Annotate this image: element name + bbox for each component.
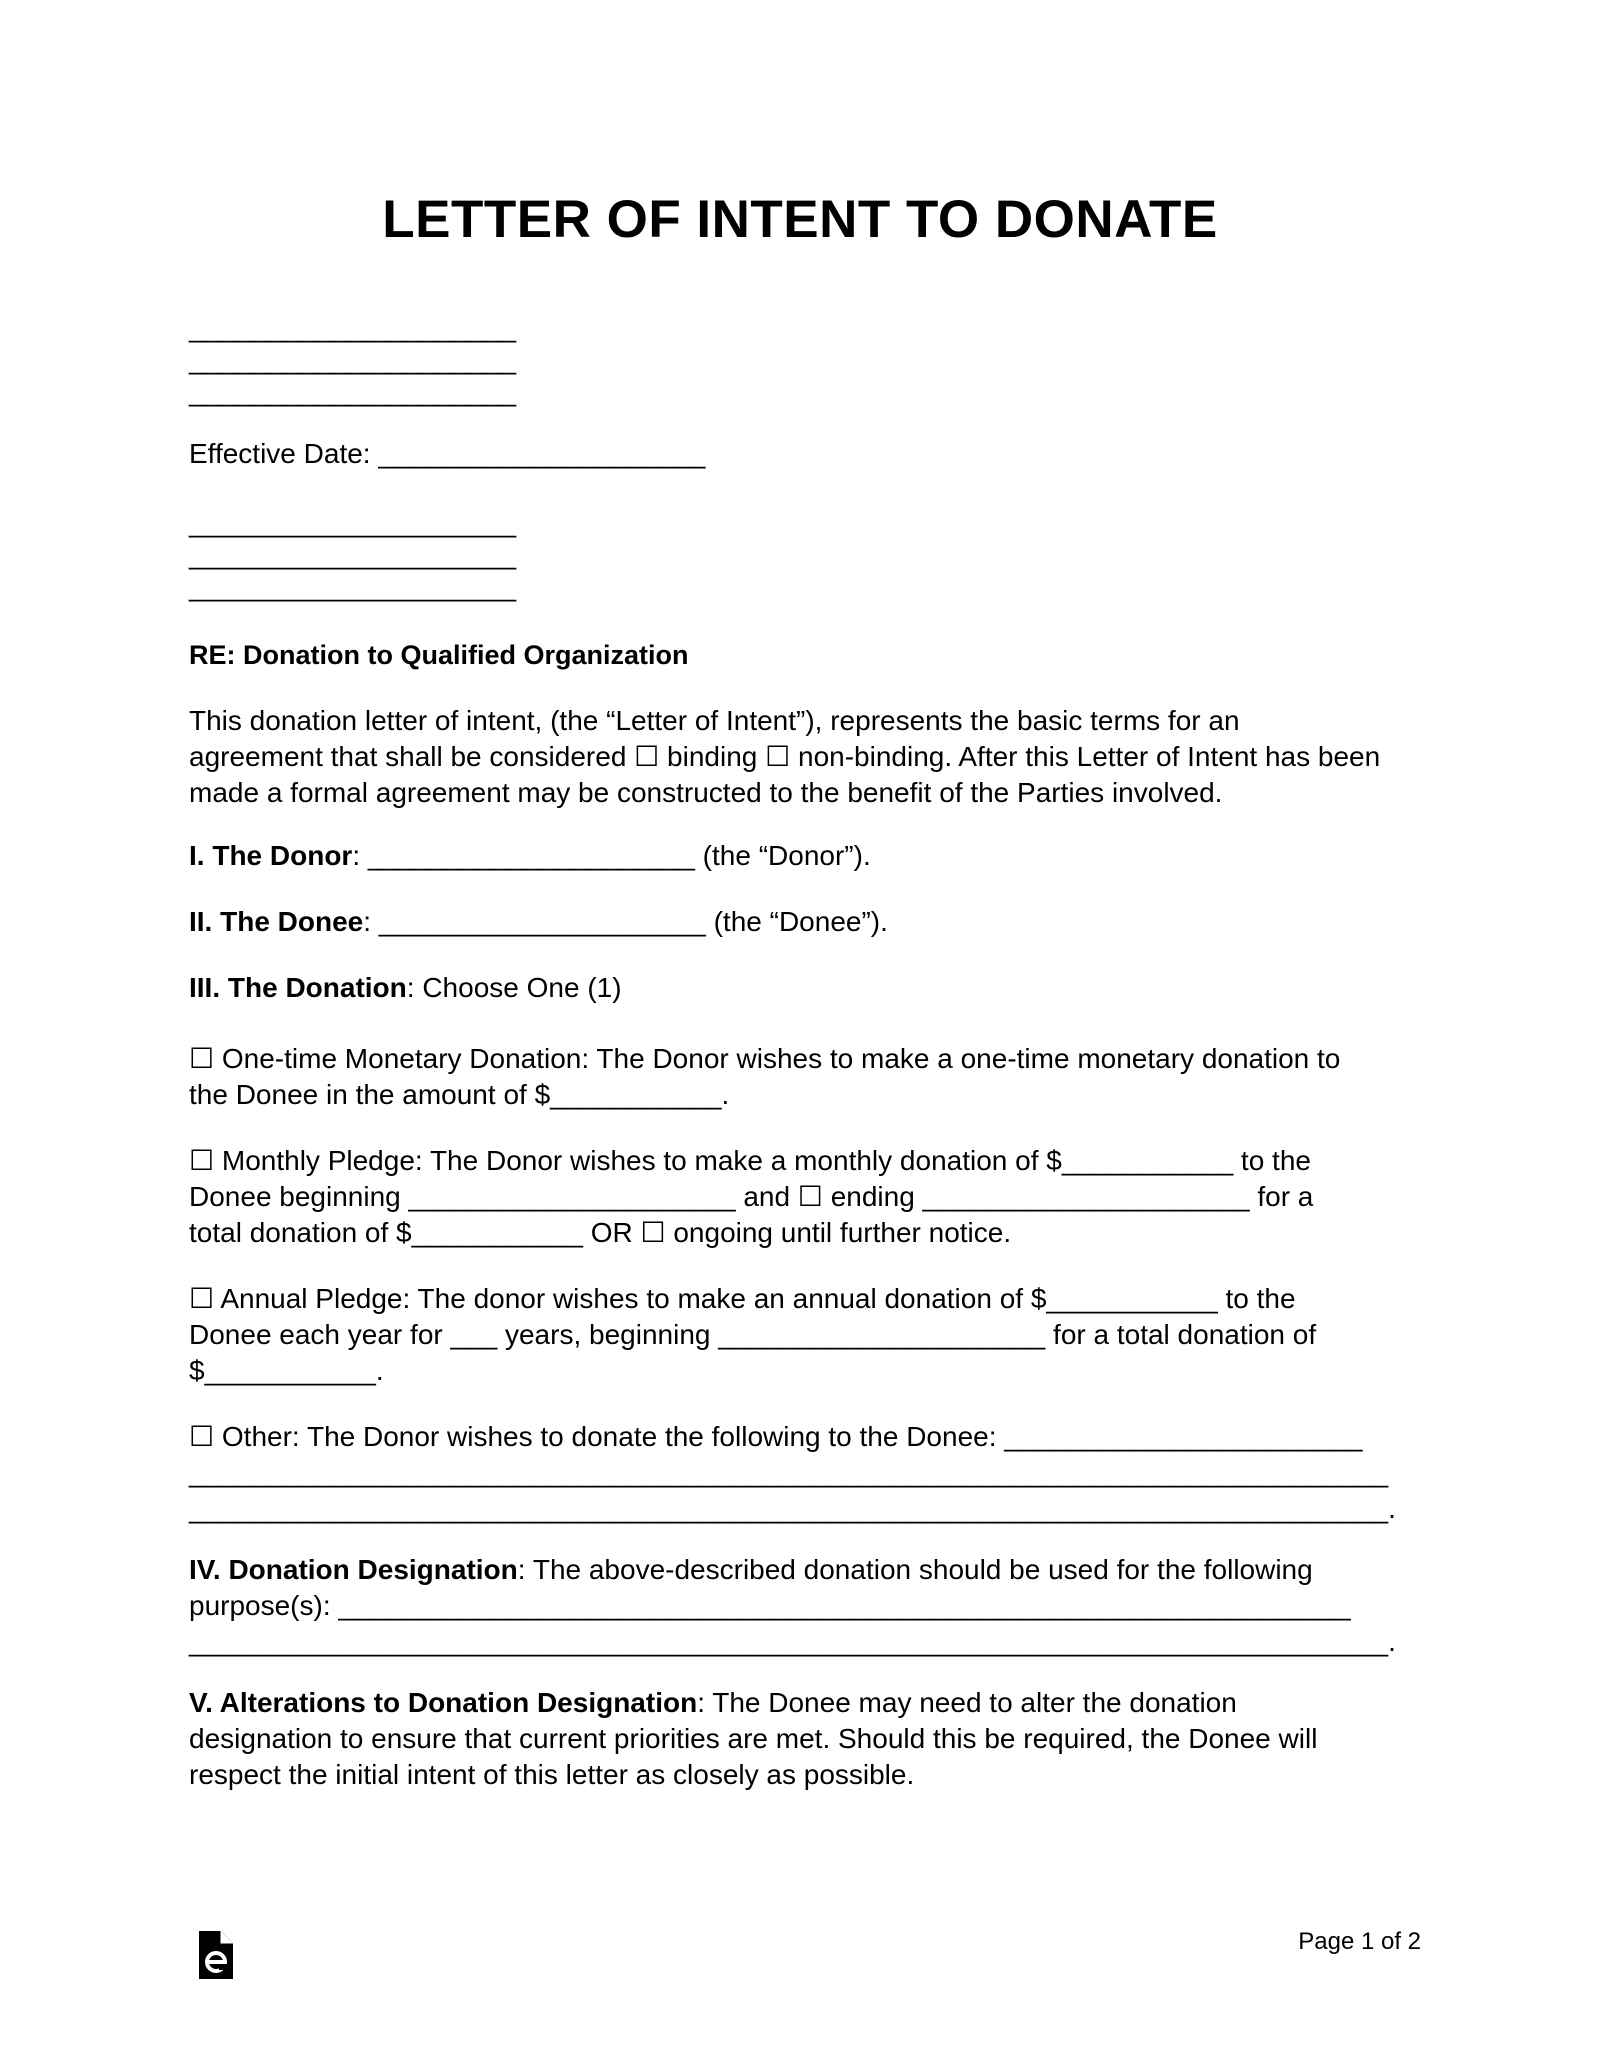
annual-line: $___________. (189, 1355, 384, 1386)
intro-line: made a formal agreement may be constructed to the benefit of the Parties involved. (189, 777, 1223, 808)
annual-line: ☐ Annual Pledge: The donor wishes to make an annual donation of $___________ to the (189, 1283, 1296, 1314)
alterations-line: designation to ensure that current priorities are met. Should this be required, the Donee will (189, 1723, 1318, 1754)
donation-label: III. The Donation (189, 972, 407, 1003)
other-line: _____________________________________________________________________________ (189, 1457, 1389, 1488)
sender-address-block (189, 310, 1429, 410)
one-time-line: ☐ One-time Monetary Donation: The Donor wishes to make a one-time monetary donation to (189, 1043, 1341, 1074)
alterations-label: V. Alterations to Donation Designation (189, 1687, 698, 1718)
intro-line: This donation letter of intent, (the “Letter of Intent”), represents the basic terms for an (189, 705, 1240, 736)
donation-text: : Choose One (1) (406, 972, 622, 1003)
donor-section (189, 838, 1429, 874)
recipient-line: _____________________ (189, 507, 517, 538)
one-time-line: the Donee in the amount of $___________. (189, 1079, 730, 1110)
donee-label: II. The Donee (189, 906, 364, 937)
effective-date: Effective Date: _____________________ (189, 438, 706, 469)
monthly-option (189, 1143, 1429, 1251)
re-line: RE: Donation to Qualified Organization (189, 640, 689, 670)
donor-label: I. The Donor (189, 840, 353, 871)
sender-line: _____________________ (189, 344, 517, 375)
donor-text: : _____________________ (the “Donor”). (352, 840, 871, 871)
eforms-logo-icon (197, 1929, 235, 1981)
designation-label: IV. Donation Designation (189, 1554, 518, 1585)
other-line: ☐ Other: The Donor wishes to donate the following to the Donee: _______________________ (189, 1421, 1363, 1452)
intro-paragraph (189, 703, 1429, 811)
one-time-option (189, 1041, 1429, 1113)
alterations-line: respect the initial intent of this letter as closely as possible. (189, 1759, 915, 1790)
sender-line: _____________________ (189, 376, 517, 407)
alterations-section (189, 1685, 1429, 1793)
other-line: _____________________________________________________________________________. (189, 1493, 1396, 1524)
designation-line: purpose(s): _________________________________________________________________ (189, 1590, 1351, 1621)
recipient-line: _____________________ (189, 539, 517, 570)
other-option (189, 1419, 1429, 1527)
intro-line: agreement that shall be considered ☐ binding ☐ non-binding. After this Letter of Intent has been (189, 741, 1381, 772)
sender-line: _____________________ (189, 312, 517, 343)
recipient-address-block (189, 505, 1429, 605)
alterations-text: : The Donee may need to alter the donation (697, 1687, 1237, 1718)
annual-line: Donee each year for ___ years, beginning _____________________ for a total donation of (189, 1319, 1317, 1350)
document-title: LETTER OF INTENT TO DONATE (382, 190, 1218, 249)
monthly-line: Donee beginning _____________________ and ☐ ending _____________________ for a (189, 1181, 1314, 1212)
monthly-line: total donation of $___________ OR ☐ ongoing until further notice. (189, 1217, 1012, 1248)
donee-section (189, 904, 1429, 940)
annual-option (189, 1281, 1429, 1389)
donee-text: : _____________________ (the “Donee”). (363, 906, 888, 937)
designation-section (189, 1552, 1429, 1660)
donation-section (189, 970, 1429, 1006)
page-number: Page 1 of 2 (1298, 1928, 1421, 1955)
designation-text: : The above-described donation should be used for the following (517, 1554, 1313, 1585)
recipient-line: _____________________ (189, 571, 517, 602)
designation-line: _____________________________________________________________________________. (189, 1626, 1396, 1657)
monthly-line: ☐ Monthly Pledge: The Donor wishes to make a monthly donation of $___________ to the (189, 1145, 1311, 1176)
